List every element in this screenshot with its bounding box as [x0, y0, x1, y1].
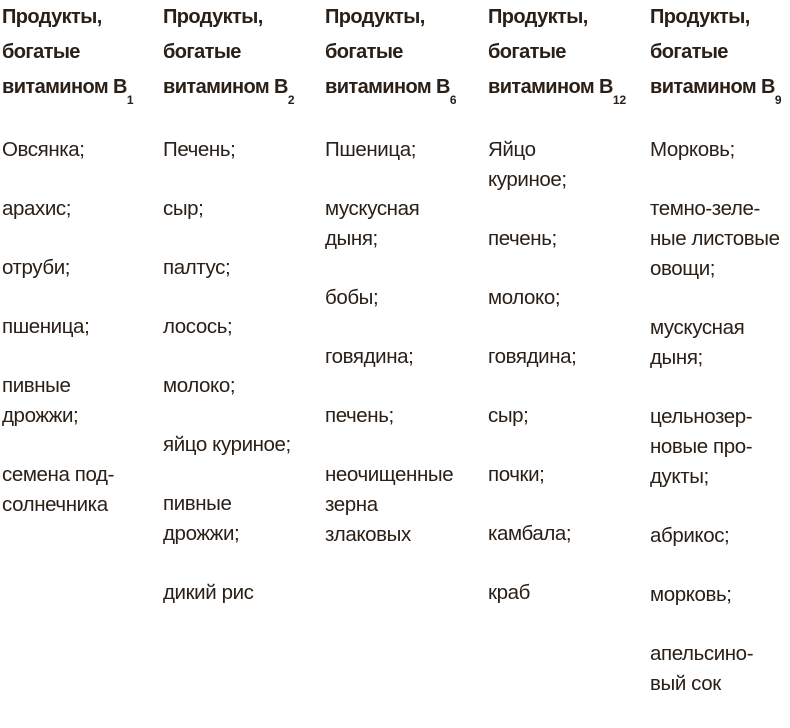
vitamin-subscript: 9 — [774, 93, 782, 107]
heading-text: витамином В — [163, 76, 288, 98]
food-item-line: дрожжи; — [2, 404, 79, 427]
food-item-line: сыр; — [163, 197, 204, 220]
food-item-line: апельсино- — [650, 642, 754, 665]
heading-line — [2, 70, 156, 112]
food-item — [163, 135, 321, 165]
column-heading — [325, 0, 483, 112]
food-item — [163, 489, 321, 549]
food-item-line: пшеница; — [2, 315, 90, 338]
food-item-line: говядина; — [488, 345, 577, 368]
food-item-line: семена под- — [2, 463, 115, 486]
heading-line: Продукты, — [488, 6, 588, 28]
food-item-line: говядина; — [325, 345, 414, 368]
food-item-line: печень; — [325, 404, 394, 427]
heading-line: богатые — [163, 41, 241, 63]
food-item — [650, 402, 790, 492]
food-list — [2, 135, 156, 520]
heading-line: богатые — [325, 41, 403, 63]
food-item — [2, 460, 156, 520]
heading-text: витамином В — [650, 76, 775, 98]
column-heading — [488, 0, 646, 112]
vitamin-column — [2, 0, 156, 549]
food-item-line: Яйцо — [488, 138, 536, 161]
food-item-line: куриное; — [488, 168, 567, 191]
food-item-line: неочищенные — [325, 463, 454, 486]
food-list — [163, 135, 321, 608]
food-item — [2, 371, 156, 431]
food-item — [325, 460, 483, 550]
food-item-line: солнечника — [2, 493, 108, 516]
vitamin-subscript: 12 — [612, 93, 627, 107]
food-item-line: вый сок — [650, 672, 721, 695]
food-item — [2, 194, 156, 224]
heading-line: богатые — [488, 41, 566, 63]
food-item — [650, 313, 790, 373]
heading-line: Продукты, — [325, 6, 425, 28]
food-item — [2, 312, 156, 342]
food-item — [488, 135, 646, 195]
food-item-line: молоко; — [163, 374, 236, 397]
food-item-line: палтус; — [163, 256, 231, 279]
food-item-line: зерна — [325, 493, 378, 516]
food-item — [488, 460, 646, 490]
food-item — [488, 342, 646, 372]
food-item — [2, 135, 156, 165]
vitamin-subscript: 1 — [126, 93, 134, 107]
heading-line — [325, 70, 483, 112]
food-item-line: Печень; — [163, 138, 236, 161]
food-item — [163, 312, 321, 342]
food-item — [488, 283, 646, 313]
heading-line: Продукты, — [650, 6, 750, 28]
heading-line — [650, 70, 790, 112]
heading-text: витамином В — [488, 76, 613, 98]
food-item-line: дрожжи; — [163, 522, 240, 545]
food-item-line: цельнозер- — [650, 405, 753, 428]
food-item-line: Морковь; — [650, 138, 735, 161]
food-item-line: камбала; — [488, 522, 572, 545]
food-item-line: пивные — [2, 374, 71, 397]
heading-text: витамином В — [325, 76, 450, 98]
food-item-line: дыня; — [650, 346, 703, 369]
food-item — [488, 578, 646, 608]
heading-line: богатые — [650, 41, 728, 63]
food-item — [650, 194, 790, 284]
heading-line: Продукты, — [2, 6, 102, 28]
vitamin-column — [325, 0, 483, 579]
food-item — [325, 342, 483, 372]
vitamin-subscript: 6 — [449, 93, 457, 107]
vitamin-column — [488, 0, 646, 637]
food-item-line: бобы; — [325, 286, 379, 309]
food-item — [650, 639, 790, 699]
food-item-line: Овсянка; — [2, 138, 85, 161]
food-item-line: ные листовые — [650, 227, 780, 250]
food-item-line: морковь; — [650, 583, 732, 606]
food-item-line: дикий рис — [163, 581, 254, 604]
food-item — [163, 194, 321, 224]
column-heading — [163, 0, 321, 112]
food-item-line: печень; — [488, 227, 557, 250]
food-item — [325, 135, 483, 165]
food-item-line: краб — [488, 581, 530, 604]
vitamin-column — [650, 0, 790, 728]
food-item — [325, 194, 483, 254]
food-item — [163, 430, 321, 460]
food-item-line: почки; — [488, 463, 545, 486]
food-list — [325, 135, 483, 550]
food-item — [488, 401, 646, 431]
food-item-line: злаковых — [325, 523, 411, 546]
food-item-line: дукты; — [650, 465, 709, 488]
food-item — [325, 401, 483, 431]
vitamin-subscript: 2 — [287, 93, 295, 107]
food-list — [488, 135, 646, 608]
food-item-line: Пшеница; — [325, 138, 416, 161]
food-item — [650, 580, 790, 610]
food-item — [163, 578, 321, 608]
food-list — [650, 135, 790, 699]
heading-line: Продукты, — [163, 6, 263, 28]
food-item-line: новые про- — [650, 435, 753, 458]
food-item-line: абрикос; — [650, 524, 730, 547]
column-heading — [650, 0, 790, 112]
heading-line — [488, 70, 646, 112]
food-item-line: темно-зеле- — [650, 197, 760, 220]
food-item — [325, 283, 483, 313]
food-item-line: мускусная — [650, 316, 745, 339]
heading-line — [163, 70, 321, 112]
food-item-line: овощи; — [650, 257, 716, 280]
food-item — [650, 135, 790, 165]
food-item-line: яйцо куриное; — [163, 433, 291, 456]
vitamin-column — [163, 0, 321, 637]
food-item-line: молоко; — [488, 286, 561, 309]
food-item — [488, 519, 646, 549]
food-item-line: дыня; — [325, 227, 378, 250]
heading-line: богатые — [2, 41, 80, 63]
food-item — [163, 371, 321, 401]
food-item-line: сыр; — [488, 404, 529, 427]
food-item-line: отруби; — [2, 256, 71, 279]
food-item — [650, 521, 790, 551]
heading-text: витамином В — [2, 76, 127, 98]
food-item-line: мускусная — [325, 197, 420, 220]
food-item — [163, 253, 321, 283]
column-heading — [2, 0, 156, 112]
food-item — [488, 224, 646, 254]
food-item-line: арахис; — [2, 197, 72, 220]
food-item-line: пивные — [163, 492, 232, 515]
food-item — [2, 253, 156, 283]
food-item-line: лосось; — [163, 315, 233, 338]
